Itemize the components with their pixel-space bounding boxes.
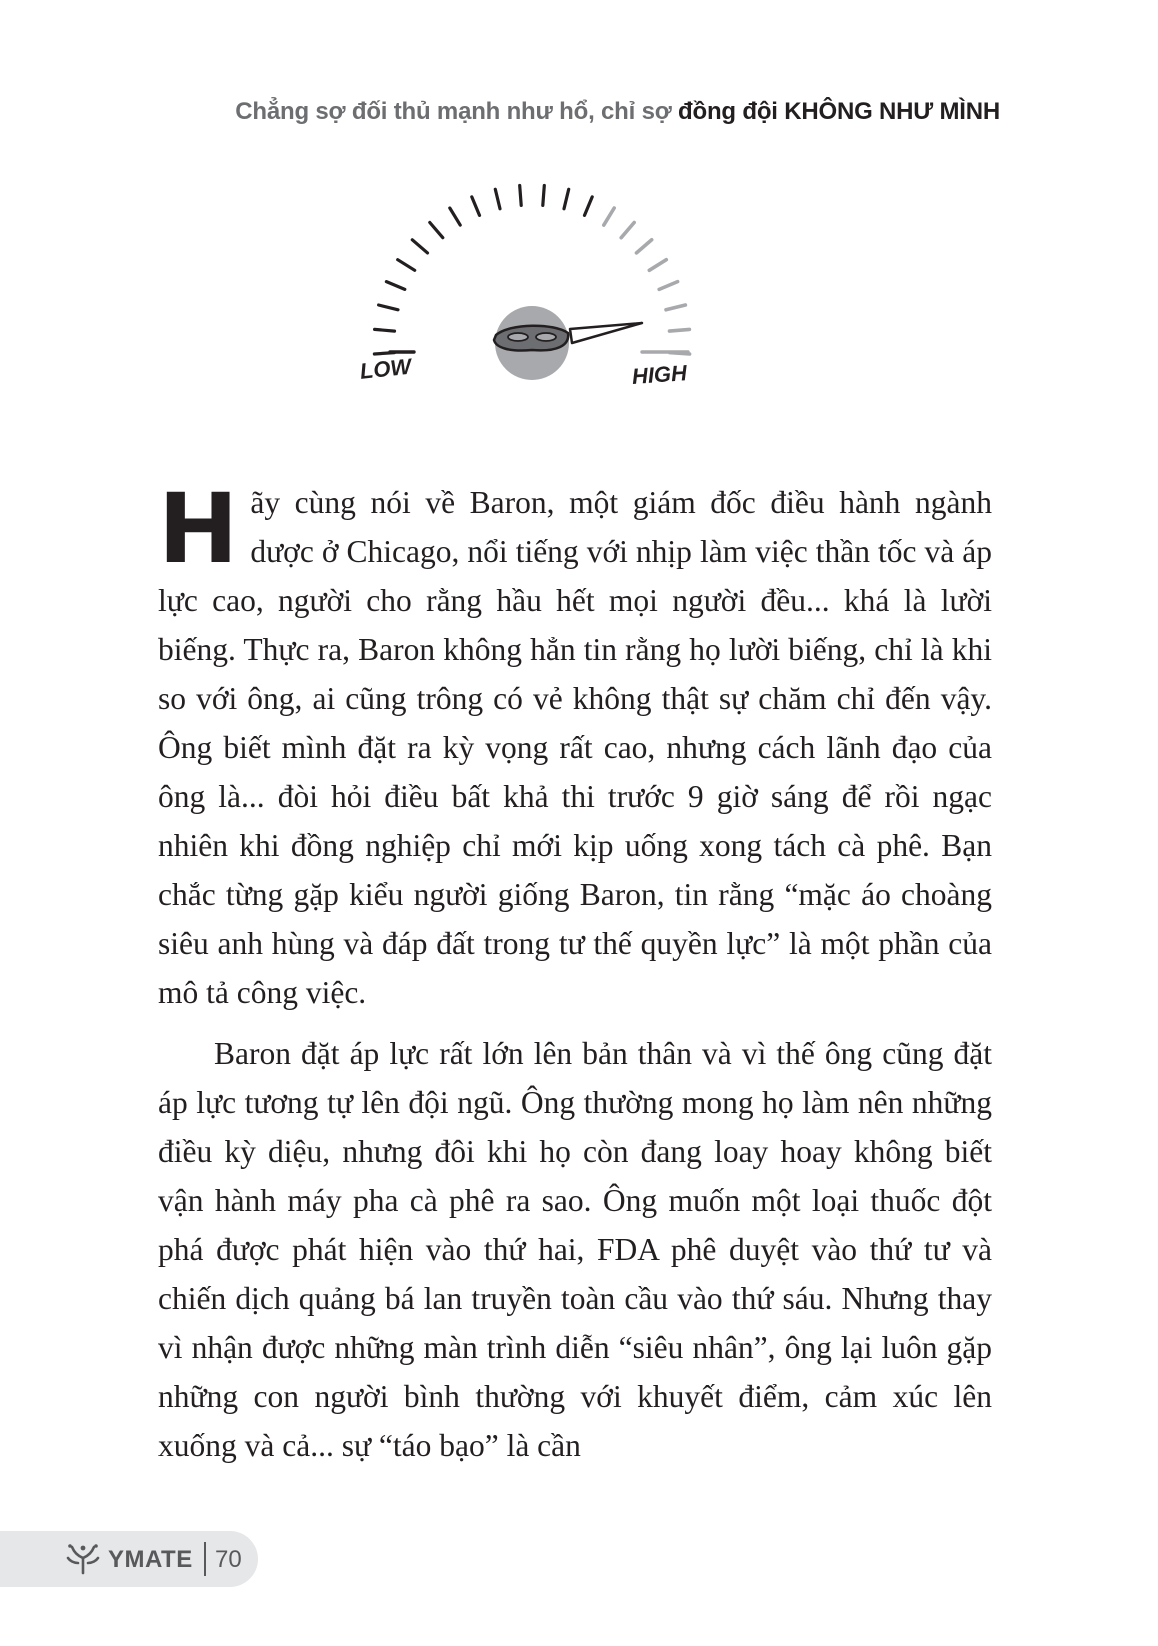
body-text xyxy=(158,473,992,1470)
header-part-1: Chẳng sợ đối thủ mạnh như hổ, chỉ sợ xyxy=(235,98,679,125)
header-part-2: đồng đội xyxy=(678,98,785,125)
header-part-3: KHÔNG NHƯ MÌNH xyxy=(784,98,1000,125)
paragraph-1 xyxy=(158,473,992,1017)
gauge-tick xyxy=(472,197,480,216)
gauge-needle xyxy=(570,323,642,343)
pressure-gauge-illustration xyxy=(358,180,730,420)
gauge-tick xyxy=(604,208,614,225)
gauge-tick xyxy=(375,329,395,331)
gauge-tick xyxy=(670,329,690,331)
ymate-logo-icon xyxy=(66,1542,100,1576)
footer-divider xyxy=(204,1542,206,1576)
gauge-tick xyxy=(412,240,427,253)
gauge-tick xyxy=(430,223,443,238)
gauge-tick xyxy=(649,260,666,271)
gauge-tick xyxy=(398,260,415,271)
footer-brand: YMATE xyxy=(108,1546,193,1573)
drop-cap: H xyxy=(158,473,239,585)
paragraph-1-text: ãy cùng nói về Baron, một giám đốc điều hành ngành dược ở Chicago, nổi tiếng với nhịp làm việc thần tốc và áp lực cao, người cho rằng hầu hết mọi người đều... khá là lười biếng. Thực ra, Baron không hẳn tin rằng họ lười biếng, chỉ là khi so với ông, ai cũng trông có vẻ không thật sự chăm chỉ đến vậy. Ông biết mình đặt ra kỳ vọng rất cao, nhưng cách lãnh đạo của ông là... đòi hỏi điều bất khả thi trước 9 giờ sáng để rồi ngạc nhiên khi đồng nghiệp chỉ mới kịp uống xong tách cà phê. Bạn chắc từng gặp kiểu người giống Baron, tin rằng “mặc áo choàng siêu anh hùng và đáp đất trong tư thế quyền lực” là một phần của mô tả công việc. xyxy=(158,485,992,1010)
gauge-tick xyxy=(621,223,634,238)
masked-face-icon xyxy=(494,326,568,351)
gauge-tick xyxy=(543,186,545,206)
gauge-low-label: LOW xyxy=(358,353,413,384)
gauge-tick xyxy=(386,282,404,290)
gauge-tick xyxy=(379,305,398,310)
gauge-tick xyxy=(450,208,460,225)
running-header xyxy=(160,98,1000,126)
gauge-tick xyxy=(495,189,500,209)
paragraph-2: Baron đặt áp lực rất lớn lên bản thân và vì thế ông cũng đặt áp lực tương tự lên đội ngũ. Ông thường mong họ làm nên những điều kỳ diệu, nhưng đôi khi họ còn đang loay hoay không biết vận hành máy pha cà phê ra sao. Ông muốn một loại thuốc đột phá được phát hiện vào thứ hai, FDA phê duyệt vào thứ tư và chiến dịch quảng bá lan truyền toàn cầu vào thứ sáu. Nhưng thay vì nhận được những màn trình diễn “siêu nhân”, ông lại luôn gặp những con người bình thường với khuyết điểm, cảm xúc lên xuống và cả... sự “táo bạo” là cần xyxy=(158,1036,992,1463)
gauge-tick xyxy=(666,305,685,310)
gauge-tick xyxy=(520,186,522,206)
page-number: 70 xyxy=(215,1546,242,1573)
gauge-tick xyxy=(659,282,677,290)
gauge-tick xyxy=(564,189,569,209)
gauge-high-label: HIGH xyxy=(631,360,688,389)
gauge-tick xyxy=(585,197,593,216)
gauge-tick xyxy=(637,240,652,253)
